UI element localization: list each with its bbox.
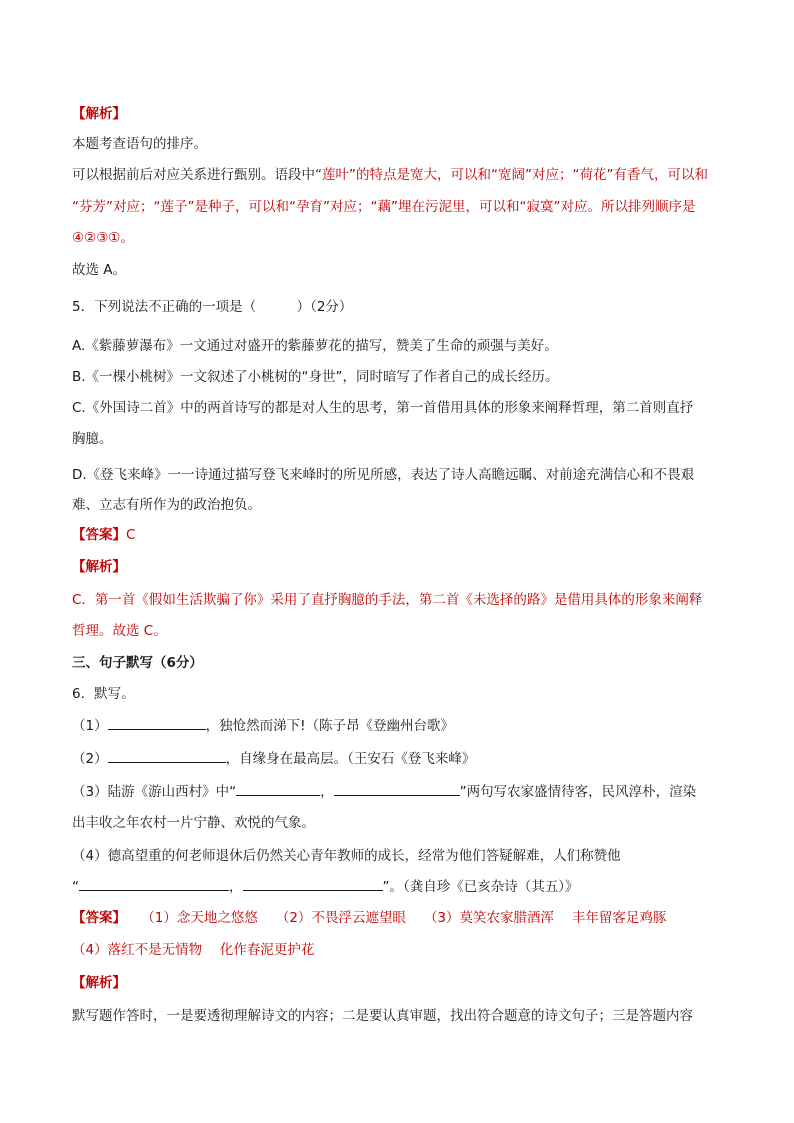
fill-item-1 bbox=[72, 715, 454, 736]
option-d: D.《登飞来峰》一一诗通过描写登飞来峰时的所见所感，表达了诗人高瞻远瞩、对前途充满信心和不畏艰 bbox=[72, 467, 695, 483]
fill-item-3 bbox=[72, 781, 696, 802]
option-c-cont: 胸臆。 bbox=[72, 431, 113, 447]
item-text: ”两句写农家盛情待客，民风淳朴，渲染 bbox=[459, 784, 697, 800]
fill-item-4: （4）德高望重的何老师退休后仍然关心青年教师的成长，经常为他们答疑解难，人们称赞他 bbox=[72, 848, 621, 864]
analysis-heading: 【解析】 bbox=[72, 975, 126, 991]
option-c: C.《外国诗二首》中的两首诗写的都是对人生的思考，第一首借用具体的形象来阐释哲理，第二首则直抒 bbox=[72, 400, 694, 416]
answer-row bbox=[72, 525, 135, 545]
item-text: ， bbox=[229, 879, 243, 895]
fill-item-2 bbox=[72, 748, 475, 769]
analysis-heading: 【解析】 bbox=[72, 106, 126, 122]
answer-value: C bbox=[126, 527, 136, 543]
analysis-line bbox=[72, 165, 708, 185]
analysis-line: “芬芳”对应；“莲子”是种子，可以和“孕育”对应；“藕”埋在污泥里，可以和“寂寞”对应。所以排列顺序是 bbox=[72, 199, 696, 215]
analysis-text-highlight: “莲叶”的特点是宽大，可以和“宽阔”对应；“荷花”有香气，可以和 bbox=[315, 167, 708, 183]
analysis-line: 故选 A。 bbox=[72, 262, 127, 278]
item-text: （3）陆游《游山西村》中“ bbox=[72, 784, 237, 800]
analysis-heading: 【解析】 bbox=[72, 559, 126, 575]
item-number: （2） bbox=[72, 751, 108, 767]
option-a: A.《紫藤萝瀑布》一文通过对盛开的紫藤萝花的描写，赞美了生命的顽强与美好。 bbox=[72, 338, 558, 354]
item-number: （1） bbox=[72, 718, 108, 734]
answer-row bbox=[72, 908, 666, 928]
analysis-line: 默写题作答时，一是要透彻理解诗文的内容；二是要认真审题，找出符合题意的诗文句子；三是答题内容 bbox=[72, 1008, 693, 1024]
analysis-line: 哲理。故选 C。 bbox=[72, 623, 167, 639]
option-b: B.《一棵小桃树》一文叙述了小桃树的“身世”，同时暗写了作者自己的成长经历。 bbox=[72, 369, 559, 385]
option-d-cont: 难、立志有所作为的政治抱负。 bbox=[72, 497, 261, 513]
answer-blank[interactable] bbox=[108, 715, 206, 730]
item-text: ， bbox=[320, 784, 334, 800]
fill-item-3-cont: 出丰收之年农村一片宁静、欢悦的气象。 bbox=[72, 815, 315, 831]
answer-blank[interactable] bbox=[108, 748, 226, 763]
item-text: ”。（龚自珍《已亥杂诗（其五）》 bbox=[382, 879, 579, 895]
analysis-text: 可以根据前后对应关系进行甄别。语段中 bbox=[72, 167, 315, 183]
answer-blank[interactable] bbox=[79, 876, 229, 891]
answer-part: （1）念天地之悠悠 bbox=[148, 910, 258, 926]
answer-part: （2）不畏浮云遮望眼 bbox=[275, 910, 406, 926]
question-5-stem: 5．下列说法不正确的一项是（ ）（2分） bbox=[72, 299, 353, 315]
answer-blank[interactable] bbox=[236, 781, 320, 796]
fill-item-4-cont bbox=[72, 876, 579, 897]
answer-blank[interactable] bbox=[243, 876, 383, 891]
item-text: ，自缘身在最高层。（王安石《登飞来峰》 bbox=[225, 751, 476, 767]
answer-heading: 【答案】 bbox=[72, 910, 126, 926]
answer-row-cont: （4）落红不是无情物 化作春泥更护花 bbox=[72, 942, 315, 958]
answer-heading: 【答案】 bbox=[72, 527, 126, 543]
item-text: ，独怆然而涕下!（陈子昂《登幽州台歌》 bbox=[205, 718, 455, 734]
analysis-line: ④②③①。 bbox=[72, 230, 134, 246]
analysis-line: 本题考查语句的排序。 bbox=[72, 136, 207, 152]
question-6-stem: 6．默写。 bbox=[72, 686, 135, 702]
answer-blank[interactable] bbox=[334, 781, 460, 796]
analysis-line: C．第一首《假如生活欺骗了你》采用了直抒胸臆的手法，第二首《未选择的路》是借用具体的形象来阐释 bbox=[72, 592, 703, 608]
section-title: 三、句子默写（6分） bbox=[72, 655, 203, 671]
answer-part: （3）莫笑农家腊酒浑 丰年留客足鸡豚 bbox=[423, 910, 667, 926]
item-text: “ bbox=[72, 879, 79, 895]
